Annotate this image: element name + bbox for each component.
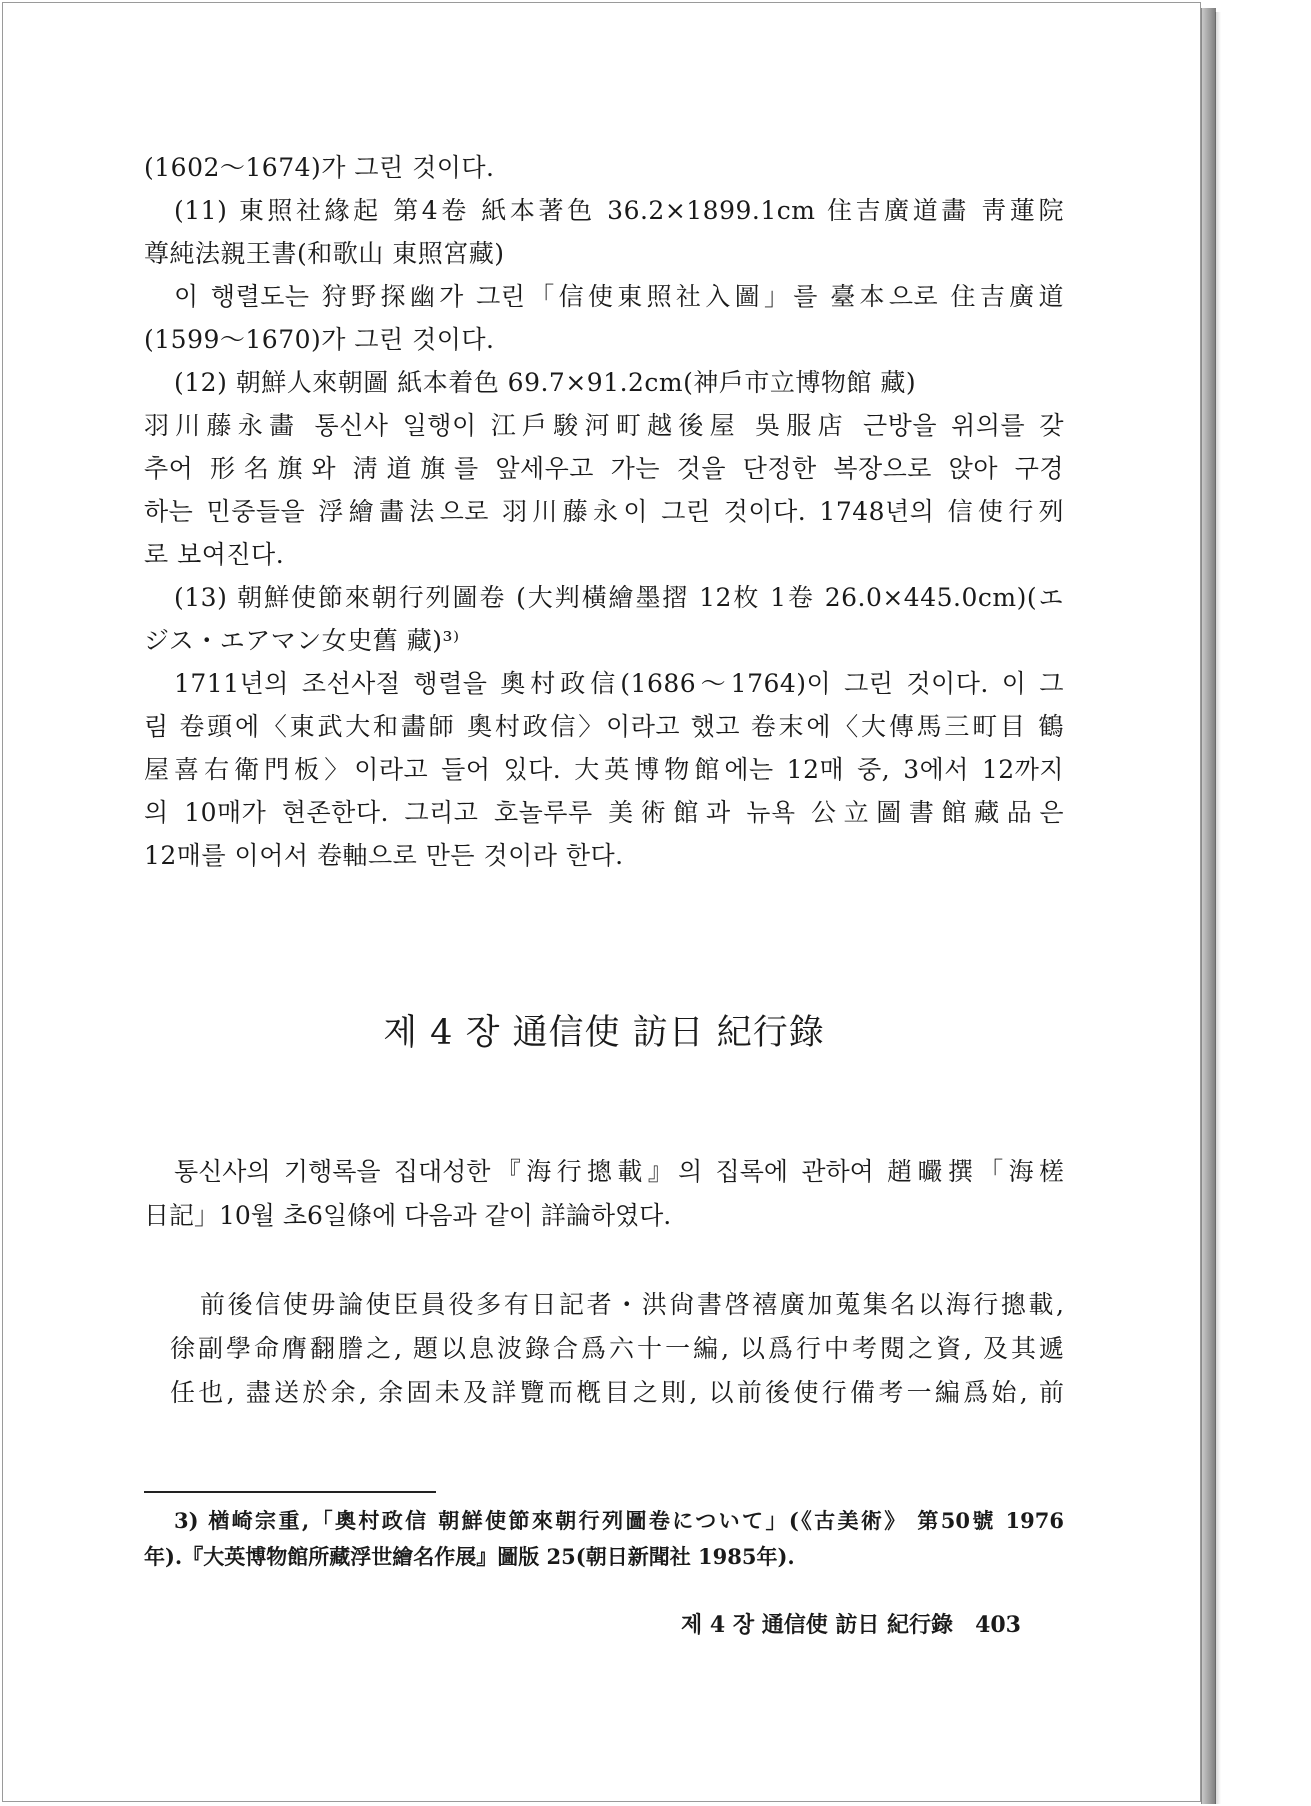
- body-line: (11) 東照社緣起 第4卷 紙本著色 36.2×1899.1cm 住吉廣道畵 靑蓮院: [174, 196, 1064, 225]
- body-line: 12매를 이어서 卷軸으로 만든 것이라 한다.: [144, 841, 624, 870]
- body-text: [144, 146, 1064, 877]
- footnote-line: 年).『大英博物館所藏浮世繪名作展』圖版 25(朝日新聞社 1985年).: [144, 1544, 795, 1569]
- quote-line: 徐副學命膺翻謄之, 題以息波錄合爲六十一編, 以爲行中考閱之資, 及其遞: [170, 1334, 1064, 1363]
- chapter-heading: 제 4 장 通信使 訪日 紀行錄: [383, 1013, 825, 1053]
- body-line: 하는 민중들을 浮繪畵法으로 羽川藤永이 그린 것이다. 1748년의 信使行列: [144, 497, 1064, 526]
- intro-line: 日記」10월 초6일條에 다음과 같이 詳論하였다.: [144, 1201, 672, 1230]
- body-line: 로 보여진다.: [144, 540, 285, 569]
- body-line: (13) 朝鮮使節來朝行列圖卷 (大判橫繪墨摺 12枚 1卷 26.0×445.0cm)(エ: [174, 583, 1064, 612]
- body-line: 1711년의 조선사절 행렬을 奧村政信(1686～1764)이 그린 것이다. 이 그: [174, 669, 1064, 698]
- page-edge-shadow: [1215, 12, 1221, 1804]
- running-title: 제 4 장 通信使 訪日 紀行錄: [680, 1612, 954, 1638]
- running-footer: [681, 1608, 1021, 1639]
- intro-line: 통신사의 기행록을 집대성한『海行摠載』의 집록에 관하여 趙曮撰「海槎: [174, 1157, 1064, 1186]
- quoted-passage: [170, 1283, 1064, 1415]
- body-line: 이 행렬도는 狩野探幽가 그린「信使東照社入圖」를 臺本으로 住吉廣道: [174, 282, 1064, 311]
- body-line: (12) 朝鮮人來朝圖 紙本着色 69.7×91.2cm(神戶市立博物館 藏): [174, 368, 917, 397]
- body-line: 추어 形名旗와 淸道旗를 앞세우고 가는 것을 단정한 복장으로 앉아 구경: [144, 454, 1064, 483]
- body-line: ジス・エアマン女史舊 藏)³⁾: [144, 626, 460, 655]
- footnote-line: 3) 楢崎宗重,「奧村政信 朝鮮使節來朝行列圖卷について」(《古美術》 第50號 1976: [174, 1508, 1064, 1533]
- body-line: (1602～1674)가 그린 것이다.: [144, 153, 495, 182]
- body-line: (1599～1670)가 그린 것이다.: [144, 325, 495, 354]
- page-number: 403: [975, 1612, 1021, 1638]
- body-line: 尊純法親王書(和歌山 東照宮藏): [144, 239, 505, 268]
- quote-line: 任也, 盡送於余, 余固未及詳覽而槪目之則, 以前後使行備考一編爲始, 前: [170, 1378, 1064, 1407]
- body-line: 羽川藤永畵 통신사 일행이 江戶駿河町越後屋 吳服店 근방을 위의를 갖: [144, 411, 1064, 440]
- body-line: 림 卷頭에〈東武大和畵師 奧村政信〉이라고 했고 卷末에〈大傳馬三町目 鶴: [144, 712, 1064, 741]
- body-line: 屋喜右衛門板〉이라고 들어 있다. 大英博物館에는 12매 중, 3에서 12까지: [144, 755, 1064, 784]
- quote-line: 前後信使毋論使臣員役多有日記者・洪尙書啓禧廣加蒐集名以海行摠載,: [200, 1290, 1064, 1319]
- body-line: 의 10매가 현존한다. 그리고 호놀루루 美術館과 뉴욕 公立圖書館藏品은: [144, 798, 1064, 827]
- page-edge: [1201, 8, 1216, 1804]
- footnotes: [144, 1503, 1064, 1575]
- chapter-intro: [144, 1150, 1064, 1238]
- footnote-divider: [144, 1491, 436, 1493]
